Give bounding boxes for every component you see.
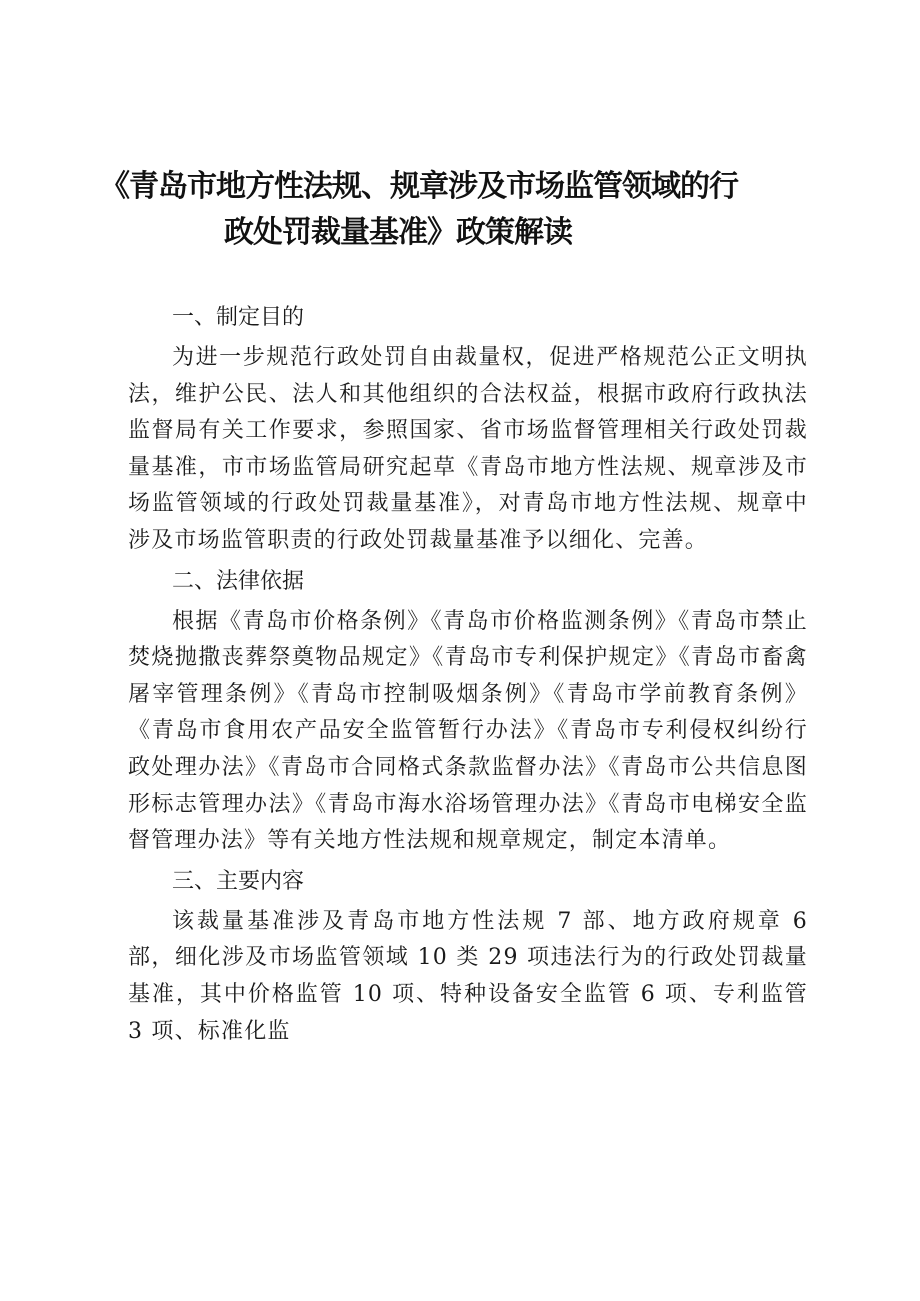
title-line-2: 政处罚裁量基准》政策解读 (224, 215, 572, 250)
section-heading-purpose: 一、制定目的 (172, 305, 305, 330)
section-heading-main-content: 三、主要内容 (172, 868, 305, 894)
document-title (100, 164, 840, 256)
section-paragraph-purpose: 为进一步规范行政处罚自由裁量权，促进严格规范公正文明执法，维护公民、法人和其他组织的合法权益，根据市政府行政执法监督局有关工作要求，参照国家、省市场监督管理相关行政处罚裁量基准，市市场监管局研究起草《青岛市地方性法规、规章涉及市场监管领域的行政处罚裁量基准》，对青岛市地方性法规、规章中涉及市场监管职责的行政处罚裁量基准予以细化、完善。 (128, 345, 808, 553)
section-paragraph-legal-basis: 根据《青岛市价格条例》《青岛市价格监测条例》《青岛市禁止焚烧抛撒丧葬祭奠物品规定》《青岛市专利保护规定》《青岛市畜禽屠宰管理条例》《青岛市控制吸烟条例》《青岛市学前教育条例》《青岛市食用农产品安全监管暂行办法》《青岛市专利侵权纠纷行政处理办法》《青岛市合同格式条款监督办法》《青岛市公共信息图形标志管理办法》《青岛市海水浴场管理办法》《青岛市电梯安全监督管理办法》等有关地方性法规和规章规定，制定本清单。 (128, 608, 808, 854)
section-paragraph-main-content: 该裁量基准涉及青岛市地方性法规 7 部、地方政府规章 6 部，细化涉及市场监管领域 10 类 29 项违法行为的行政处罚裁量基准，其中价格监管 10 项、特种设备安全监管 6 项、专利监管 3 项、标准化监 (128, 908, 808, 1044)
title-line-1: 《青岛市地方性法规、规章涉及市场监管领域的行 (100, 169, 738, 204)
section-heading-legal-basis: 二、法律依据 (172, 568, 305, 594)
document-body (128, 300, 808, 1050)
